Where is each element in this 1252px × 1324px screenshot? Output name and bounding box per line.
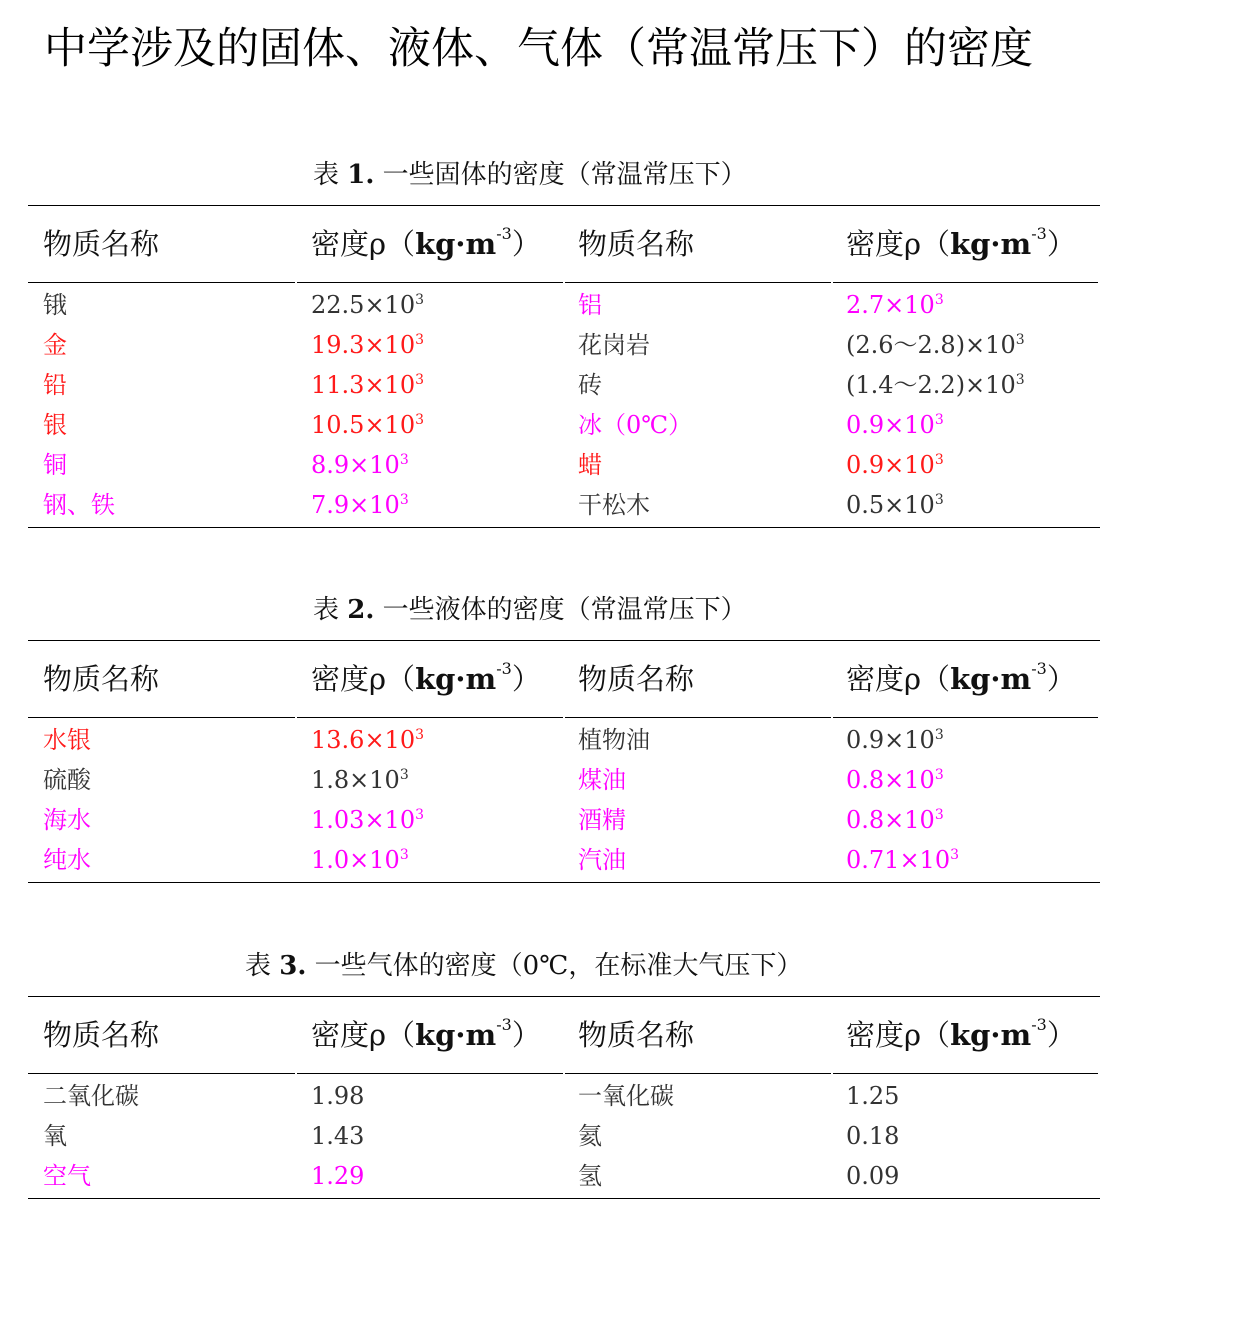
substance-name-text: 空气: [43, 1162, 91, 1190]
density-value: [311, 720, 424, 760]
exponent: 3: [399, 767, 409, 783]
header-underline: [297, 717, 563, 718]
density-value-text: 0.5×10: [846, 491, 935, 519]
header-name-cell: 物质名称: [578, 1018, 695, 1052]
header-underline: [565, 282, 831, 283]
exponent: 3: [415, 727, 425, 743]
density-value-text: 0.9×10: [846, 726, 935, 754]
table-header-row: [28, 641, 1100, 717]
density-close: ）: [1046, 662, 1076, 696]
density-label: 密度ρ（: [311, 662, 416, 696]
density-exponent: -3: [496, 224, 512, 244]
table-bottom-rule: [28, 882, 1100, 883]
substance-name: [578, 485, 650, 525]
table-row: [28, 445, 1100, 485]
exponent: 3: [415, 332, 425, 348]
header-underline: [833, 1073, 1098, 1074]
density-close: ）: [511, 1018, 541, 1052]
substance-name-text: 蜡: [578, 451, 602, 479]
caption-text: 一些固体的密度（常温常压下）: [374, 160, 747, 190]
exponent: 3: [934, 767, 944, 783]
exponent: 3: [934, 807, 944, 823]
density-exponent: -3: [496, 1015, 512, 1035]
substance-name-text: 铝: [578, 291, 602, 319]
substance-name: [43, 445, 67, 485]
density-value-text: 0.8×10: [846, 806, 935, 834]
substance-name: [43, 800, 91, 840]
density-unit: kg·m: [415, 227, 497, 261]
density-table-2: [28, 590, 1100, 882]
table-bottom-rule: [28, 527, 1100, 528]
density-value-text: 1.29: [311, 1162, 365, 1190]
substance-name-text: 酒精: [578, 806, 626, 834]
substance-name-text: 花岗岩: [578, 331, 650, 359]
header-density-cell: [311, 641, 541, 717]
table-row: [28, 840, 1100, 880]
page-title: 中学涉及的固体、液体、气体（常温常压下）的密度: [44, 24, 1033, 74]
substance-name-text: 一氧化碳: [578, 1082, 674, 1110]
header-underline: [297, 1073, 563, 1074]
density-unit: kg·m: [950, 1018, 1032, 1052]
substance-name: [578, 405, 692, 445]
table-row: [28, 405, 1100, 445]
density-unit: kg·m: [950, 227, 1032, 261]
density-value: [846, 485, 944, 525]
table-row: [28, 720, 1100, 760]
substance-name-text: 氢: [578, 1162, 602, 1190]
density-value: [846, 1156, 899, 1196]
density-label: 密度ρ（: [311, 1018, 416, 1052]
caption-number: 1.: [347, 160, 375, 190]
substance-name: [43, 285, 67, 325]
density-value: [311, 840, 409, 880]
density-value: [311, 1156, 364, 1196]
substance-name: [43, 720, 91, 760]
exponent: 3: [415, 412, 425, 428]
density-value-text: 0.71×10: [846, 846, 951, 874]
substance-name-text: 铅: [43, 371, 67, 399]
density-value-text: 0.9×10: [846, 411, 935, 439]
density-value: [846, 325, 1025, 365]
exponent: 3: [934, 727, 944, 743]
caption-text: 一些液体的密度（常温常压下）: [374, 595, 747, 625]
caption-number: 3.: [279, 951, 307, 981]
density-exponent: -3: [1031, 1015, 1047, 1035]
header-density-cell: [311, 997, 541, 1073]
header-name-cell: 物质名称: [578, 227, 695, 261]
substance-name-text: 水银: [43, 726, 91, 754]
density-value-text: 0.09: [846, 1162, 900, 1190]
header-underline: [833, 282, 1098, 283]
substance-name-text: 氧: [43, 1122, 67, 1150]
density-value: [311, 365, 424, 405]
substance-name-text: 干松木: [578, 491, 650, 519]
header-underline: [297, 282, 563, 283]
density-value-text: 1.8×10: [311, 766, 400, 794]
density-close: ）: [1046, 1018, 1076, 1052]
substance-name: [578, 720, 650, 760]
header-name-cell: 物质名称: [43, 227, 160, 261]
substance-name-text: 纯水: [43, 846, 91, 874]
header-underline: [833, 717, 1098, 718]
density-exponent: -3: [496, 659, 512, 679]
density-value: [311, 1116, 364, 1156]
substance-name: [43, 485, 115, 525]
density-value: [311, 1076, 364, 1116]
header-name-cell: 物质名称: [43, 1018, 160, 1052]
exponent: 3: [934, 492, 944, 508]
table-caption: [313, 590, 747, 630]
density-value-text: 22.5×10: [311, 291, 416, 319]
substance-name: [578, 285, 602, 325]
density-value: [311, 800, 424, 840]
density-value-text: 0.8×10: [846, 766, 935, 794]
substance-name-text: 钢、铁: [43, 491, 115, 519]
exponent: 3: [415, 807, 425, 823]
density-close: ）: [511, 662, 541, 696]
table-row: [28, 325, 1100, 365]
exponent: 3: [1015, 372, 1025, 388]
substance-name: [43, 325, 67, 365]
exponent: 3: [1015, 332, 1025, 348]
substance-name: [43, 760, 91, 800]
header-name-cell: 物质名称: [578, 662, 695, 696]
substance-name-text: 冰（0℃）: [578, 411, 693, 439]
density-value: [311, 405, 424, 445]
density-value-text: 0.9×10: [846, 451, 935, 479]
table-row: [28, 1156, 1100, 1196]
density-value: [311, 325, 424, 365]
density-close: ）: [1046, 227, 1076, 261]
substance-name: [43, 1076, 139, 1116]
density-label: 密度ρ（: [846, 662, 951, 696]
exponent: 3: [934, 292, 944, 308]
substance-name-text: 二氧化碳: [43, 1082, 139, 1110]
header-density-cell: [311, 206, 541, 282]
exponent: 3: [399, 492, 409, 508]
substance-name: [578, 445, 602, 485]
density-value: [846, 720, 944, 760]
substance-name: [43, 405, 67, 445]
exponent: 3: [415, 292, 425, 308]
table-row: [28, 760, 1100, 800]
density-value: [846, 1116, 899, 1156]
density-value: [311, 760, 409, 800]
density-value-text: 7.9×10: [311, 491, 400, 519]
density-value-text: 1.98: [311, 1082, 365, 1110]
table-row: [28, 1076, 1100, 1116]
table-caption: [245, 946, 802, 986]
density-value-text: 1.43: [311, 1122, 365, 1150]
table-row: [28, 485, 1100, 525]
caption-prefix: 表: [313, 595, 348, 625]
density-value-text: 1.25: [846, 1082, 900, 1110]
density-value-text: 8.9×10: [311, 451, 400, 479]
exponent: 3: [934, 412, 944, 428]
exponent: 3: [934, 452, 944, 468]
density-value: [846, 285, 944, 325]
substance-name-text: 砖: [578, 371, 602, 399]
substance-name: [43, 1156, 91, 1196]
density-value: [846, 760, 944, 800]
density-exponent: -3: [1031, 224, 1047, 244]
density-value-text: 1.03×10: [311, 806, 416, 834]
density-exponent: -3: [1031, 659, 1047, 679]
density-value-text: 1.0×10: [311, 846, 400, 874]
density-unit: kg·m: [415, 1018, 497, 1052]
substance-name: [578, 800, 626, 840]
substance-name-text: 海水: [43, 806, 91, 834]
density-value: [846, 800, 944, 840]
density-table-3: [28, 946, 1100, 1198]
exponent: 3: [399, 847, 409, 863]
substance-name: [578, 1156, 602, 1196]
table-row: [28, 365, 1100, 405]
density-unit: kg·m: [950, 662, 1032, 696]
density-label: 密度ρ（: [311, 227, 416, 261]
density-label: 密度ρ（: [846, 1018, 951, 1052]
substance-name: [578, 365, 602, 405]
caption-text: 一些气体的密度（0℃，在标准大气压下）: [306, 951, 803, 981]
density-value: [311, 485, 409, 525]
density-value: [311, 445, 409, 485]
exponent: 3: [399, 452, 409, 468]
substance-name: [43, 840, 91, 880]
header-underline: [565, 1073, 831, 1074]
table-caption: [313, 155, 747, 195]
substance-name-text: 银: [43, 411, 67, 439]
caption-number: 2.: [347, 595, 375, 625]
density-label: 密度ρ（: [846, 227, 951, 261]
density-value: [846, 405, 944, 445]
table-row: [28, 1116, 1100, 1156]
exponent: 3: [415, 372, 425, 388]
substance-name: [43, 365, 67, 405]
density-value: [846, 840, 959, 880]
density-value: [846, 365, 1025, 405]
exponent: 3: [950, 847, 960, 863]
density-close: ）: [511, 227, 541, 261]
header-name-cell: 物质名称: [43, 662, 160, 696]
density-unit: kg·m: [415, 662, 497, 696]
caption-prefix: 表: [313, 160, 348, 190]
substance-name-text: 金: [43, 331, 67, 359]
density-value-text: 19.3×10: [311, 331, 416, 359]
substance-name: [43, 1116, 67, 1156]
header-underline: [28, 1073, 295, 1074]
substance-name: [578, 840, 626, 880]
substance-name: [578, 1076, 674, 1116]
substance-name: [578, 1116, 602, 1156]
header-density-cell: [846, 997, 1076, 1073]
table-row: [28, 800, 1100, 840]
table-row: [28, 285, 1100, 325]
substance-name-text: 铜: [43, 451, 67, 479]
substance-name: [578, 760, 626, 800]
density-value: [311, 285, 424, 325]
header-density-cell: [846, 206, 1076, 282]
substance-name-text: 氦: [578, 1122, 602, 1150]
header-underline: [565, 717, 831, 718]
substance-name-text: 锇: [43, 291, 67, 319]
density-value-text: (2.6～2.8)×10: [846, 331, 1016, 359]
density-value-text: 11.3×10: [311, 371, 416, 399]
substance-name-text: 植物油: [578, 726, 650, 754]
substance-name-text: 汽油: [578, 846, 626, 874]
density-value-text: 13.6×10: [311, 726, 416, 754]
density-value: [846, 445, 944, 485]
substance-name: [578, 325, 650, 365]
density-value-text: 0.18: [846, 1122, 900, 1150]
table-header-row: [28, 997, 1100, 1073]
table-bottom-rule: [28, 1198, 1100, 1199]
density-value-text: 2.7×10: [846, 291, 935, 319]
density-value-text: 10.5×10: [311, 411, 416, 439]
substance-name-text: 硫酸: [43, 766, 91, 794]
table-header-row: [28, 206, 1100, 282]
substance-name-text: 煤油: [578, 766, 626, 794]
density-value: [846, 1076, 899, 1116]
density-value-text: (1.4～2.2)×10: [846, 371, 1016, 399]
density-table-1: [28, 155, 1100, 527]
header-density-cell: [846, 641, 1076, 717]
header-underline: [28, 717, 295, 718]
header-underline: [28, 282, 295, 283]
caption-prefix: 表: [245, 951, 280, 981]
